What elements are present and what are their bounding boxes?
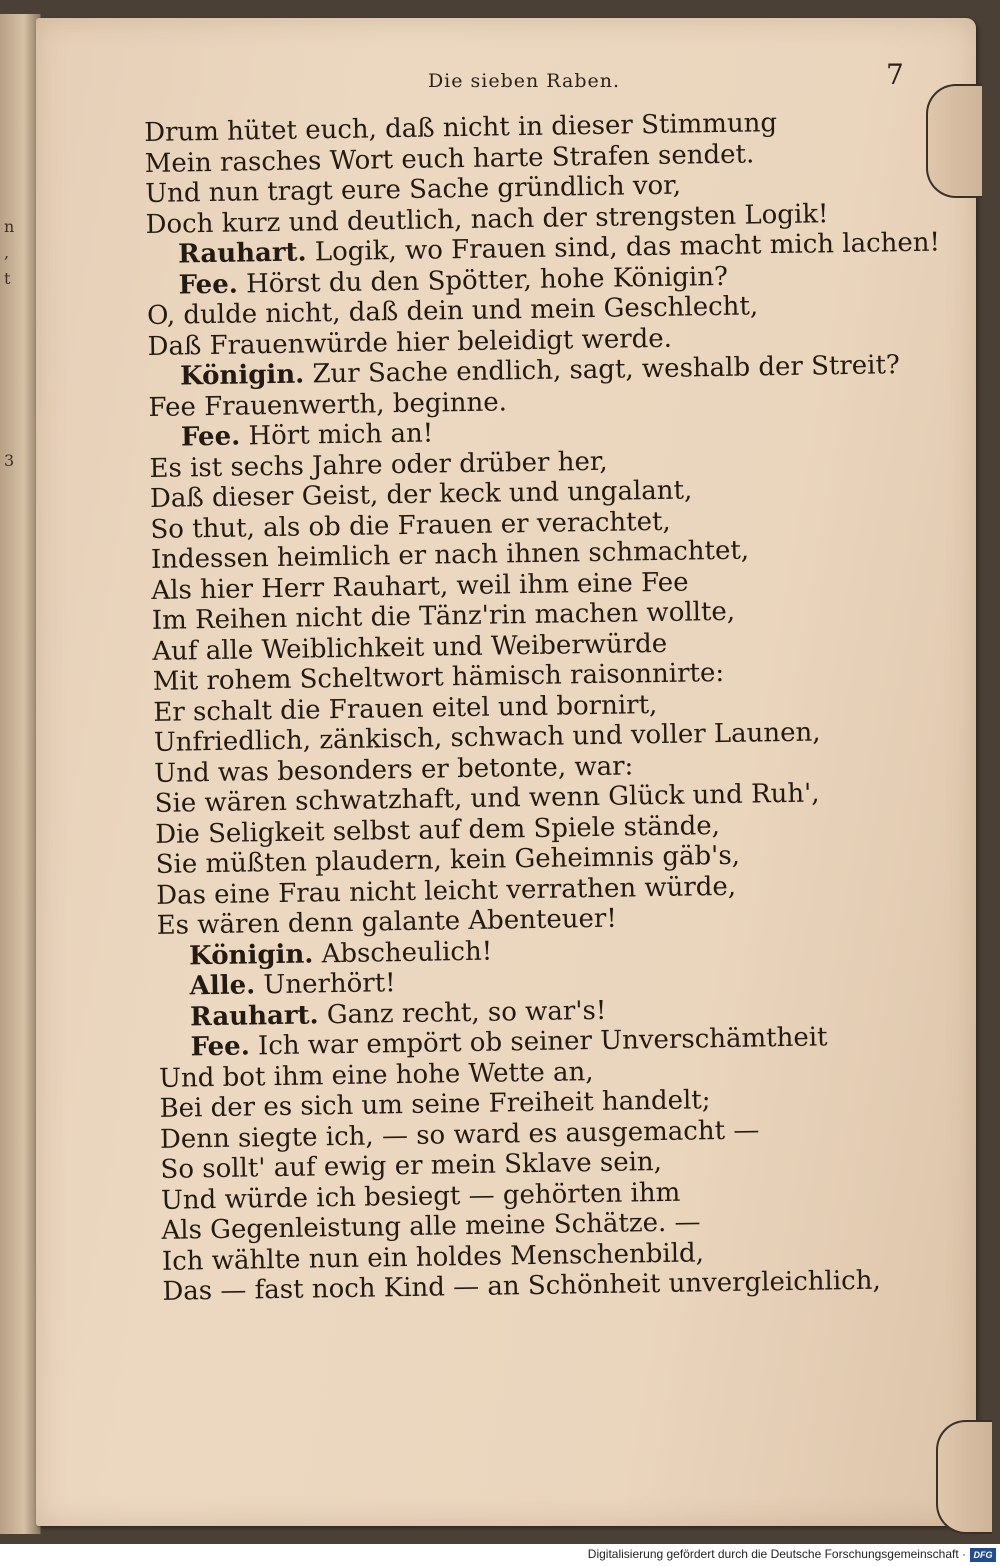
line-text: Als Gegenleistung alle meine Schätze. — [161, 1207, 701, 1246]
speaker-name: Rauhart. [177, 237, 307, 270]
speaker-name: Fee. [178, 269, 239, 300]
speaker-name: Königin. [179, 359, 305, 392]
previous-page-marks [4, 214, 18, 474]
previous-page-mark [4, 318, 18, 344]
line-text: Doch kurz und deutlich, nach der strengsten Logik! [145, 198, 829, 240]
line-text: Denn siegte ich, — so ward es ausgemacht — [159, 1114, 760, 1155]
previous-page-mark: , [4, 243, 10, 262]
verse-text [144, 105, 963, 1307]
line-text: Er schalt die Frauen eitel und bornirt, [153, 689, 658, 728]
line-text: Ich wählte nun ein holdes Menschenbild, [161, 1237, 705, 1277]
line-text: Ganz recht, so war's! [326, 995, 607, 1030]
line-text: Indessen heimlich er nach ihnen schmachtet, [150, 535, 750, 575]
line-text: Hörst du den Spötter, hohe Königin? [245, 261, 729, 299]
previous-page-mark: n [4, 217, 15, 236]
speaker-name: Rauhart. [189, 999, 319, 1032]
line-text: Fee Frauenwerth, beginne. [148, 386, 508, 423]
line-text: Bei der es sich um seine Freiheit handelt; [159, 1085, 711, 1124]
previous-page-mark [4, 396, 18, 422]
line-text: Es ist sechs Jahre oder drüber her, [149, 446, 608, 484]
line-text: Im Reihen nicht die Tänz'rin machen wollte, [151, 596, 736, 636]
line-text: Logik, wo Frauen sind, das macht mich lachen! [314, 227, 941, 268]
line-text: Hört mich an! [248, 418, 434, 452]
line-text: Als hier Herr Rauhart, weil ihm eine Fee [151, 567, 689, 606]
previous-page-mark [4, 292, 18, 318]
binding-tab-bottom [936, 1420, 992, 1534]
previous-page-mark [4, 344, 18, 370]
line-text: Und würde ich besiegt — gehörten ihm [160, 1177, 681, 1216]
line-text: Die Seligkeit selbst auf dem Spiele stände, [155, 810, 721, 850]
line-text: O, dulde nicht, daß dein und mein Geschlecht, [146, 291, 759, 331]
binding-tab-top [926, 84, 982, 198]
line-text: Zur Sache endlich, sagt, weshalb der Streit? [312, 350, 901, 390]
previous-page-mark [4, 422, 18, 448]
line-text: Ich war empört ob seiner Unverschämtheit [257, 1022, 828, 1062]
speaker-name: Fee. [190, 1031, 251, 1063]
line-text: Daß Frauenwürde hier beleidigt werde. [147, 323, 673, 362]
speaker-name: Königin. [188, 938, 314, 971]
line-text: Und bot ihm eine hohe Wette an, [158, 1056, 594, 1094]
speaker-name: Alle. [189, 970, 256, 1002]
running-head: Die sieben Raben. [427, 70, 621, 92]
line-text: Und nun tragt eure Sache gründlich vor, [144, 170, 682, 209]
line-text: Unerhört! [263, 968, 396, 1001]
line-text: Unfriedlich, zänkisch, schwach und voller Launen, [153, 717, 821, 758]
line-text: Und was besonders er betonte, war: [154, 750, 634, 789]
previous-page-edge [0, 14, 41, 1534]
line-text: Das — fast noch Kind — an Schönheit unvergleichlich, [162, 1265, 881, 1307]
previous-page-mark: t [4, 269, 11, 288]
line-text: Mit rohem Scheltwort hämisch raisonnirte: [152, 657, 725, 697]
line-text: Abscheulich! [321, 936, 493, 969]
line-text: So thut, als ob die Frauen er verachtet, [150, 506, 671, 545]
line-text: Drum hütet euch, daß nicht in dieser Stimmung [144, 108, 778, 148]
line-text: Sie wären schwatzhaft, und wenn Glück und Ruh', [154, 778, 820, 819]
line-text: Es wären denn galante Abenteuer! [156, 903, 618, 941]
line-text: Sie müßten plaudern, kein Geheimnis gäb's, [155, 840, 741, 880]
previous-page-mark [4, 370, 18, 396]
digitization-footer [0, 1544, 1000, 1566]
line-text: Das eine Frau nicht leicht verrathen würde, [155, 871, 737, 911]
line-text: So sollt' auf ewig er mein Sklave sein, [160, 1146, 663, 1185]
line-text: Auf alle Weiblichkeit und Weiberwürde [152, 628, 668, 667]
previous-page-mark: 3 [4, 451, 15, 470]
book-page [36, 18, 976, 1526]
speaker-name: Fee. [180, 421, 241, 453]
page-number: 7 [886, 58, 904, 91]
dfg-credit: Digitalisierung gefördert durch die Deutsche Forschungsgemeinschaft · [587, 1547, 966, 1561]
line-text: Mein rasches Wort euch harte Strafen sendet. [144, 138, 755, 179]
dfg-logo: DFG [970, 1548, 996, 1562]
line-text: Daß dieser Geist, der keck und ungalant, [149, 475, 693, 514]
